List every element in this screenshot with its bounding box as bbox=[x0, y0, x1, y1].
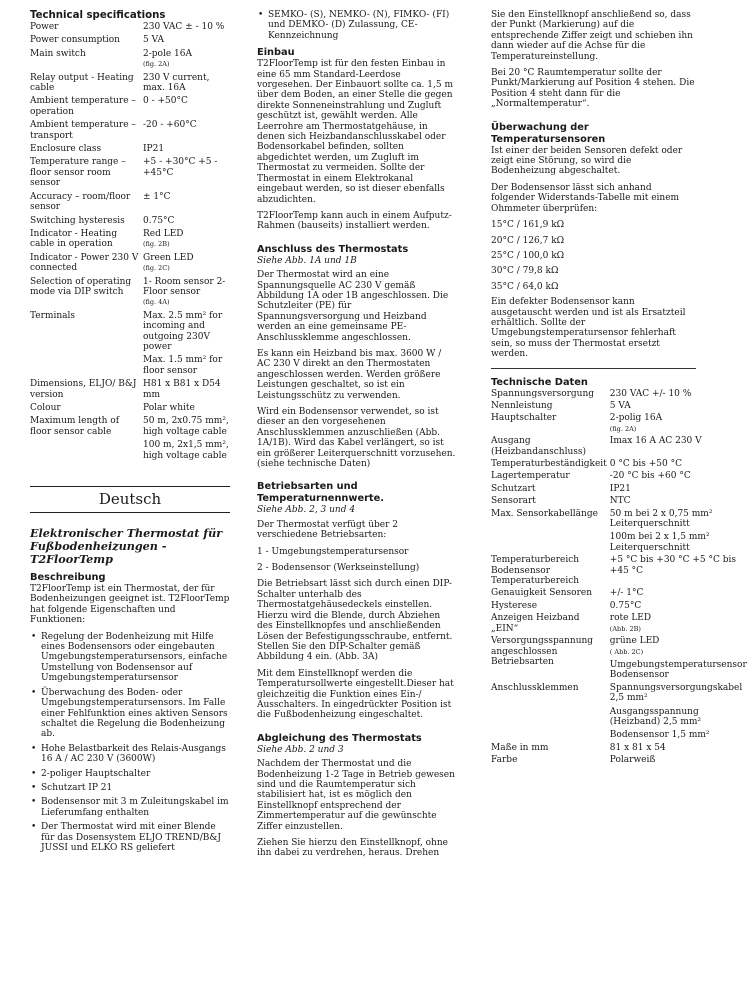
column-3 bbox=[491, 10, 747, 768]
spec-key: Indicator - Power 230 V connected bbox=[30, 252, 139, 274]
desc-paragraph: T2FloorTemp ist ein Thermostat, der für Bodenheizungen geeignet ist. T2FloorTemp hat folgende Eigenschaften und Funktionen: bbox=[30, 584, 230, 626]
spec-key: Selection of operating mode via DIP switch bbox=[30, 276, 132, 297]
spec-table bbox=[30, 22, 230, 464]
spec-value: 100 m, 2x1,5 mm², high voltage cable bbox=[143, 440, 229, 461]
spec-value: +5 - +30°C +5 - +45°C bbox=[143, 157, 218, 178]
desc-heading: Beschreibung bbox=[30, 572, 106, 584]
abgleich-cont-p1: Sie den Einstellknopf anschließend so, dass der Punkt (Markierung) auf die entsprechende Ziffer zeigt und schieben ihn dann wieder auf die Achse für die Temperatureinstellung. bbox=[491, 10, 693, 62]
spec-key: Relay output - Heating cable bbox=[30, 72, 134, 94]
spec-value: IP21 bbox=[143, 144, 165, 155]
sensor-p3: Ein defekter Bodensensor kann ausgetauscht werden und ist als Ersatzteil erhältlich. Sollte der Umgebungstemperatursensor fehlerhaft sein, so muss der Thermostat ersetzt werden. bbox=[491, 297, 686, 360]
spec-key: Enclosure class bbox=[30, 144, 102, 155]
betrieb-sub: Siehe Abb. 2, 3 und 4 bbox=[257, 505, 356, 516]
spec-value-cell bbox=[610, 613, 747, 636]
spec-value-cell bbox=[610, 496, 747, 508]
spec-value: 5 VA bbox=[609, 400, 631, 411]
spec-row bbox=[30, 379, 230, 403]
spec-value: IP21 bbox=[609, 483, 631, 494]
spec-value-cell bbox=[610, 471, 747, 483]
spec-value-cell bbox=[610, 436, 747, 459]
spec-row bbox=[491, 413, 747, 436]
spec-value: 100m bei 2 x 1,5 mm² Leiterquerschnitt bbox=[609, 532, 710, 553]
spec-key: Temperaturbeständigkeit bbox=[491, 459, 607, 469]
resistance-row: 35°C / 64,0 kΩ bbox=[491, 281, 559, 292]
anschluss-heading: Anschluss des Thermostats bbox=[257, 243, 409, 255]
spec-value: +5 °C bis +30 °C +5 °C bis +45 °C bbox=[609, 555, 737, 576]
spec-row bbox=[30, 229, 230, 253]
spec-row bbox=[491, 401, 747, 413]
spec-row bbox=[491, 471, 747, 483]
spec-key: Maße in mm bbox=[491, 742, 549, 753]
list-item: • Hohe Belastbarkeit des Relais-Ausgangs 16 A / AC 230 V (3600W) bbox=[30, 744, 230, 765]
list-item: • Regelung der Bodenheizung mit Hilfe eines Bodensensors oder eingebauten Umgebungstemperatursensors, einfache Umstellung von Bodensensor auf Umgebungstemperatursensor bbox=[30, 632, 230, 684]
language-heading: Deutsch bbox=[30, 486, 230, 513]
spec-value-cell bbox=[143, 253, 230, 277]
spec-key: Indicator - Heating cable in operation bbox=[30, 228, 118, 250]
spec-value-cell bbox=[143, 379, 230, 403]
spec-row bbox=[30, 144, 230, 157]
spec-key: Versorgungsspannung angeschlossen Betriebsarten bbox=[491, 636, 594, 667]
tech-table bbox=[491, 389, 747, 768]
spec-row bbox=[30, 416, 230, 464]
abgleich-p2: Ziehen Sie hierzu den Einstellknopf, ohne ihn dabei zu verdrehen, heraus. Drehen bbox=[257, 838, 448, 859]
resistance-row: 30°C / 79,8 kΩ bbox=[491, 266, 559, 277]
spec-value-cell bbox=[143, 311, 230, 379]
spec-row bbox=[491, 613, 747, 636]
spec-value: Polar white bbox=[143, 403, 195, 413]
spec-key: Genauigkeit Sensoren bbox=[491, 588, 592, 599]
spec-row bbox=[30, 277, 230, 311]
spec-key: Schutzart bbox=[491, 483, 536, 494]
spec-value-cell bbox=[610, 401, 747, 413]
spec-value: 0.75°C bbox=[609, 600, 642, 611]
spec-row bbox=[30, 403, 230, 416]
spec-row bbox=[491, 459, 747, 471]
spec-value-cell bbox=[610, 484, 747, 496]
spec-row bbox=[491, 484, 747, 496]
spec-key: Anzeigen Heizband „EIN“ bbox=[491, 613, 580, 634]
spec-row bbox=[491, 436, 747, 459]
column-1 bbox=[30, 10, 230, 857]
spec-value-cell bbox=[610, 413, 747, 436]
spec-value-cell bbox=[143, 277, 230, 311]
betrieb-p3: 2 - Bodensensor (Werkseinstellung) bbox=[257, 563, 420, 574]
figure-ref: (Abb. 2B) bbox=[609, 624, 641, 633]
figure-ref: (fig. 2C) bbox=[143, 264, 170, 273]
sensor-heading: Überwachung der Temperatursensoren bbox=[491, 121, 606, 145]
spec-row bbox=[491, 496, 747, 508]
anschluss-p3: Wird ein Bodensensor verwendet, so ist dieser an den vorgesehenen Anschlussklemmen anzuschließen (Abb. 1A/1B). Wird das Kabel verlängert, so ist ein größerer Leiterquerschnitt vorzusehen. (siehe technische Daten) bbox=[257, 407, 456, 470]
spec-value: Red LED bbox=[143, 228, 184, 239]
spec-value-cell bbox=[143, 216, 230, 229]
abgleich-heading: Abgleichung des Thermostats bbox=[257, 732, 422, 744]
spec-key: Temperaturbereich Bodensensor Temperaturbereich bbox=[491, 555, 580, 587]
approval-bullet: • SEMKO- (S), NEMKO- (N), FIMKO- (FI) und DEMKO- (D) Zulassung, CE-Kennzeichnung bbox=[257, 10, 457, 41]
betrieb-p5: Mit dem Einstellknopf werden die Temperatursollwerte eingestellt.Dieser hat gleichzeitig die Funktion eines Ein-/ Ausschalters. In eingedrückter Position ist die Fußbodenheizung eingeschaltet. bbox=[257, 668, 454, 721]
spec-row bbox=[491, 555, 747, 588]
spec-key: Dimensions, ELJO/ B&J version bbox=[30, 379, 137, 400]
figure-ref: (fig. 2B) bbox=[143, 240, 170, 249]
feature-list bbox=[30, 632, 230, 854]
spec-key: Ausgang (Heizbandanschluss) bbox=[491, 436, 587, 457]
resistance-row: 25°C / 100,0 kΩ bbox=[491, 250, 565, 261]
spec-value-cell bbox=[143, 403, 230, 416]
spec-value: 0.75°C bbox=[143, 215, 175, 226]
spec-value-cell bbox=[610, 601, 747, 613]
sensor-p1: Ist einer der beiden Sensoren defekt oder zeigt eine Störung, so wird die Bodenheizung abgeschaltet. bbox=[491, 145, 683, 177]
spec-row bbox=[30, 49, 230, 73]
spec-row bbox=[30, 192, 230, 216]
spec-row bbox=[30, 253, 230, 277]
spec-value: Imax 16 A AC 230 V bbox=[609, 436, 702, 447]
sensor-p2: Der Bodensensor lässt sich anhand folgender Widerstands-Tabelle mit einem Ohmmeter überprüfen: bbox=[491, 182, 680, 214]
spec-value-cell bbox=[143, 144, 230, 157]
spec-row bbox=[491, 743, 747, 755]
spec-value: Max. 2.5 mm² for incoming and outgoing 230V power bbox=[143, 310, 223, 352]
spec-key: Switching hysteresis bbox=[30, 215, 125, 226]
spec-value-cell bbox=[610, 588, 747, 600]
spec-row bbox=[491, 389, 747, 401]
spec-key: Max. Sensorkabellänge bbox=[491, 508, 598, 519]
spec-value: Polarweiß bbox=[609, 755, 656, 766]
spec-value: 230 VAC +/- 10 % bbox=[609, 388, 692, 399]
spec-value: Max. 1.5 mm² for floor sensor bbox=[143, 355, 223, 376]
spec-value: 1- Room sensor 2- Floor sensor bbox=[143, 276, 226, 297]
spec-key: Nennleistung bbox=[491, 400, 553, 411]
figure-ref: (fig. 2A) bbox=[143, 60, 170, 69]
abgleich-p1: Nachdem der Thermostat und die Bodenheizung 1-2 Tage in Betrieb gewesen sind und die Raumtemperatur sich stabilisiert hat, ist es möglich den Einstellknopf entsprechend der Zimmertemperatur auf die gewünschte Ziffer einzustellen. bbox=[257, 759, 455, 832]
spec-value-cell bbox=[610, 683, 747, 743]
figure-ref: ( Abb. 2C) bbox=[609, 647, 644, 656]
spec-value: ± 1°C bbox=[143, 191, 171, 202]
spec-value-cell bbox=[610, 459, 747, 471]
spec-value: 230 V current, max. 16A bbox=[143, 72, 210, 94]
spec-value-cell bbox=[143, 416, 230, 464]
spec-value: 2-pole 16A bbox=[143, 48, 192, 59]
anschluss-p1: Der Thermostat wird an eine Spannungsquelle AC 230 V gemäß Abbildung 1A oder 1B angeschlossen. Die Schutzleiter (PE) für Spannungsversorgung und Heizband werden an eine gemeinsame PE-Anschlussklemme angeschlossen. bbox=[257, 270, 449, 343]
spec-title: Technical specifications bbox=[30, 10, 166, 21]
abgleich-sub: Siehe Abb. 2 und 3 bbox=[257, 744, 344, 755]
spec-value: 50 m, 2x0.75 mm², high voltage cable bbox=[143, 416, 229, 437]
list-item: • Der Thermostat wird mit einer Blende für das Dosensystem ELJO TREND/B&J JUSSI und ELKO RS geliefert bbox=[30, 822, 230, 853]
spec-key: Lagertemperatur bbox=[491, 471, 570, 482]
spec-key: Main switch bbox=[30, 48, 86, 59]
spec-key: Power bbox=[30, 22, 59, 32]
spec-key: Anschlussklemmen bbox=[491, 682, 579, 693]
spec-row bbox=[30, 35, 230, 48]
spec-value: 0 - +50°C bbox=[143, 96, 188, 107]
spec-row bbox=[30, 157, 230, 191]
einbau-heading: Einbau bbox=[257, 47, 295, 59]
spec-key: Ambient temperature – operation bbox=[30, 96, 136, 117]
resistance-row: 15°C / 161,9 kΩ bbox=[491, 220, 565, 231]
spec-row bbox=[491, 601, 747, 613]
spec-value-cell bbox=[610, 636, 747, 683]
doc-title: Elektronischer Thermostat für Fußbodenheizungen - T2FloorTemp bbox=[30, 526, 223, 567]
spec-row bbox=[30, 22, 230, 35]
spec-key: Temperature range – floor sensor room sensor bbox=[30, 157, 126, 189]
spec-key: Spannungsversorgung bbox=[491, 388, 595, 399]
spec-key: Sensorart bbox=[491, 496, 536, 507]
betrieb-p1: Der Thermostat verfügt über 2 verschiedene Betriebsarten: bbox=[257, 519, 399, 541]
spec-value: Bodensensor 1,5 mm² bbox=[609, 730, 710, 741]
figure-ref: (fig. 4A) bbox=[143, 298, 170, 307]
spec-value-cell bbox=[143, 35, 230, 48]
spec-value: rote LED bbox=[609, 613, 652, 624]
spec-value: -20 °C bis +60 °C bbox=[609, 471, 691, 482]
divider bbox=[491, 368, 696, 369]
spec-value-cell bbox=[143, 22, 230, 35]
spec-key: Hysterese bbox=[491, 600, 538, 611]
spec-value: NTC bbox=[609, 496, 631, 507]
list-item: • 2-poliger Hauptschalter bbox=[30, 769, 230, 779]
spec-value: 50 m bei 2 x 0,75 mm² Leiterquerschnitt bbox=[609, 508, 713, 530]
spec-key: Terminals bbox=[30, 310, 76, 321]
spec-value: Spannungsversorgungskabel 2,5 mm² bbox=[609, 682, 743, 704]
spec-key: Colour bbox=[30, 403, 61, 413]
spec-value: 0 °C bis +50 °C bbox=[609, 459, 682, 469]
spec-value: -20 - +60°C bbox=[143, 120, 197, 131]
abgleich-cont-p2: Bei 20 °C Raumtemperatur sollte der Punkt/Markierung auf Position 4 stehen. Die Position 4 steht dann für die „Normaltemperatur“. bbox=[491, 68, 695, 110]
spec-row bbox=[491, 755, 747, 767]
spec-value-cell bbox=[143, 192, 230, 216]
einbau-p2: T2FloorTemp kann auch in einem Aufputz-Rahmen (bauseits) installiert werden. bbox=[257, 210, 452, 232]
resistance-table bbox=[491, 220, 696, 292]
list-item: • Bodensensor mit 3 m Zuleitungskabel im Lieferumfang enthalten bbox=[30, 797, 230, 818]
spec-row bbox=[491, 683, 747, 743]
resistance-row: 20°C / 126,7 kΩ bbox=[491, 235, 565, 246]
spec-key: Maximum length of floor sensor cable bbox=[30, 416, 120, 437]
spec-value-cell bbox=[610, 743, 747, 755]
spec-value-cell bbox=[143, 73, 230, 97]
anschluss-sub: Siehe Abb. 1A und 1B bbox=[257, 255, 357, 266]
list-item: • Überwachung des Boden- oder Umgebungstemperatursensors. Im Falle einer Fehlfunktion eines aktiven Sensors schaltet die Regelung die Bodenheizung ab. bbox=[30, 688, 230, 740]
einbau-p1: T2FloorTemp ist für den festen Einbau in eine 65 mm Standard-Leerdose vorgesehen. Der Einbauort sollte ca. 1,5 m über dem Boden, an einer Stelle die gegen direkte Sonneneinstrahlung und Zugluft geschützt ist, gewählt werden. Alle Leerrohre am Thermostatgehäuse, in denen sich Heizbandanschlusskabel oder Bodensorkabel befinden, sollten abgedichtet werden, um Zugluft im Thermostat zu vermeiden. Sollte der Thermostat in einem Elektrokanal eingebaut werden, so ist dieser ebenfalls abzudichten. bbox=[257, 59, 453, 205]
figure-ref: (fig. 2A) bbox=[609, 424, 637, 433]
tech-heading: Technische Daten bbox=[491, 376, 588, 388]
betrieb-p4: Die Betriebsart lässt sich durch einen DIP-Schalter unterhalb des Thermostatgehäusedeckels einstellen. Hierzu wird die Blende, durch Abziehen des Einstellknopfes und anschließenden Lösen der Befestigungsschraube, entfernt. Stellen Sie den DIP-Schalter gemäß Abbildung 4 ein. (Abb. 3A) bbox=[257, 579, 453, 663]
spec-value: Green LED bbox=[143, 252, 194, 263]
spec-row bbox=[30, 120, 230, 144]
spec-key: Hauptschalter bbox=[491, 413, 557, 424]
column-2 bbox=[257, 10, 457, 865]
spec-key: Accuracy – room/floor sensor bbox=[30, 191, 131, 213]
spec-value: Ausgangsspannung (Heizband) 2,5 mm² bbox=[609, 706, 702, 727]
spec-value-cell bbox=[143, 49, 230, 73]
spec-key: Farbe bbox=[491, 755, 518, 766]
spec-value-cell bbox=[143, 96, 230, 120]
spec-row bbox=[30, 216, 230, 229]
spec-key: Power consumption bbox=[30, 35, 120, 46]
spec-value-cell bbox=[610, 509, 747, 556]
spec-value-cell bbox=[610, 389, 747, 401]
spec-value: grüne LED bbox=[609, 636, 660, 647]
spec-row bbox=[491, 588, 747, 600]
anschluss-p2: Es kann ein Heizband bis max. 3600 W / AC 230 V direkt an den Thermostaten angeschlossen werden. Werden größere Leistungen geschaltet, so ist ein Leistungsschütz zu verwenden. bbox=[257, 348, 442, 401]
spec-row bbox=[491, 636, 747, 683]
spec-key: Ambient temperature – transport bbox=[30, 120, 136, 141]
spec-value: 2-polig 16A bbox=[609, 413, 663, 424]
spec-row bbox=[30, 73, 230, 97]
spec-value: +/- 1°C bbox=[609, 588, 644, 599]
spec-value: 5 VA bbox=[143, 35, 164, 46]
betrieb-p2: 1 - Umgebungstemperatursensor bbox=[257, 546, 409, 557]
spec-value: 81 x 81 x 54 bbox=[609, 742, 666, 753]
spec-value-cell bbox=[610, 555, 747, 588]
betrieb-heading: Betriebsarten und Temperaturnennwerte. bbox=[257, 481, 384, 505]
spec-value: H81 x B81 x D54 mm bbox=[143, 379, 221, 400]
spec-value-cell bbox=[610, 755, 747, 767]
list-item: • Schutzart IP 21 bbox=[30, 783, 230, 793]
spec-value-cell bbox=[143, 157, 230, 191]
spec-value: Umgebungstemperatursensor Bodensensor bbox=[609, 659, 747, 681]
spec-row bbox=[30, 311, 230, 379]
spec-value-cell bbox=[143, 120, 230, 144]
spec-value-cell bbox=[143, 229, 230, 253]
spec-value: 230 VAC ± - 10 % bbox=[143, 22, 225, 32]
spec-row bbox=[30, 96, 230, 120]
spec-row bbox=[491, 509, 747, 556]
